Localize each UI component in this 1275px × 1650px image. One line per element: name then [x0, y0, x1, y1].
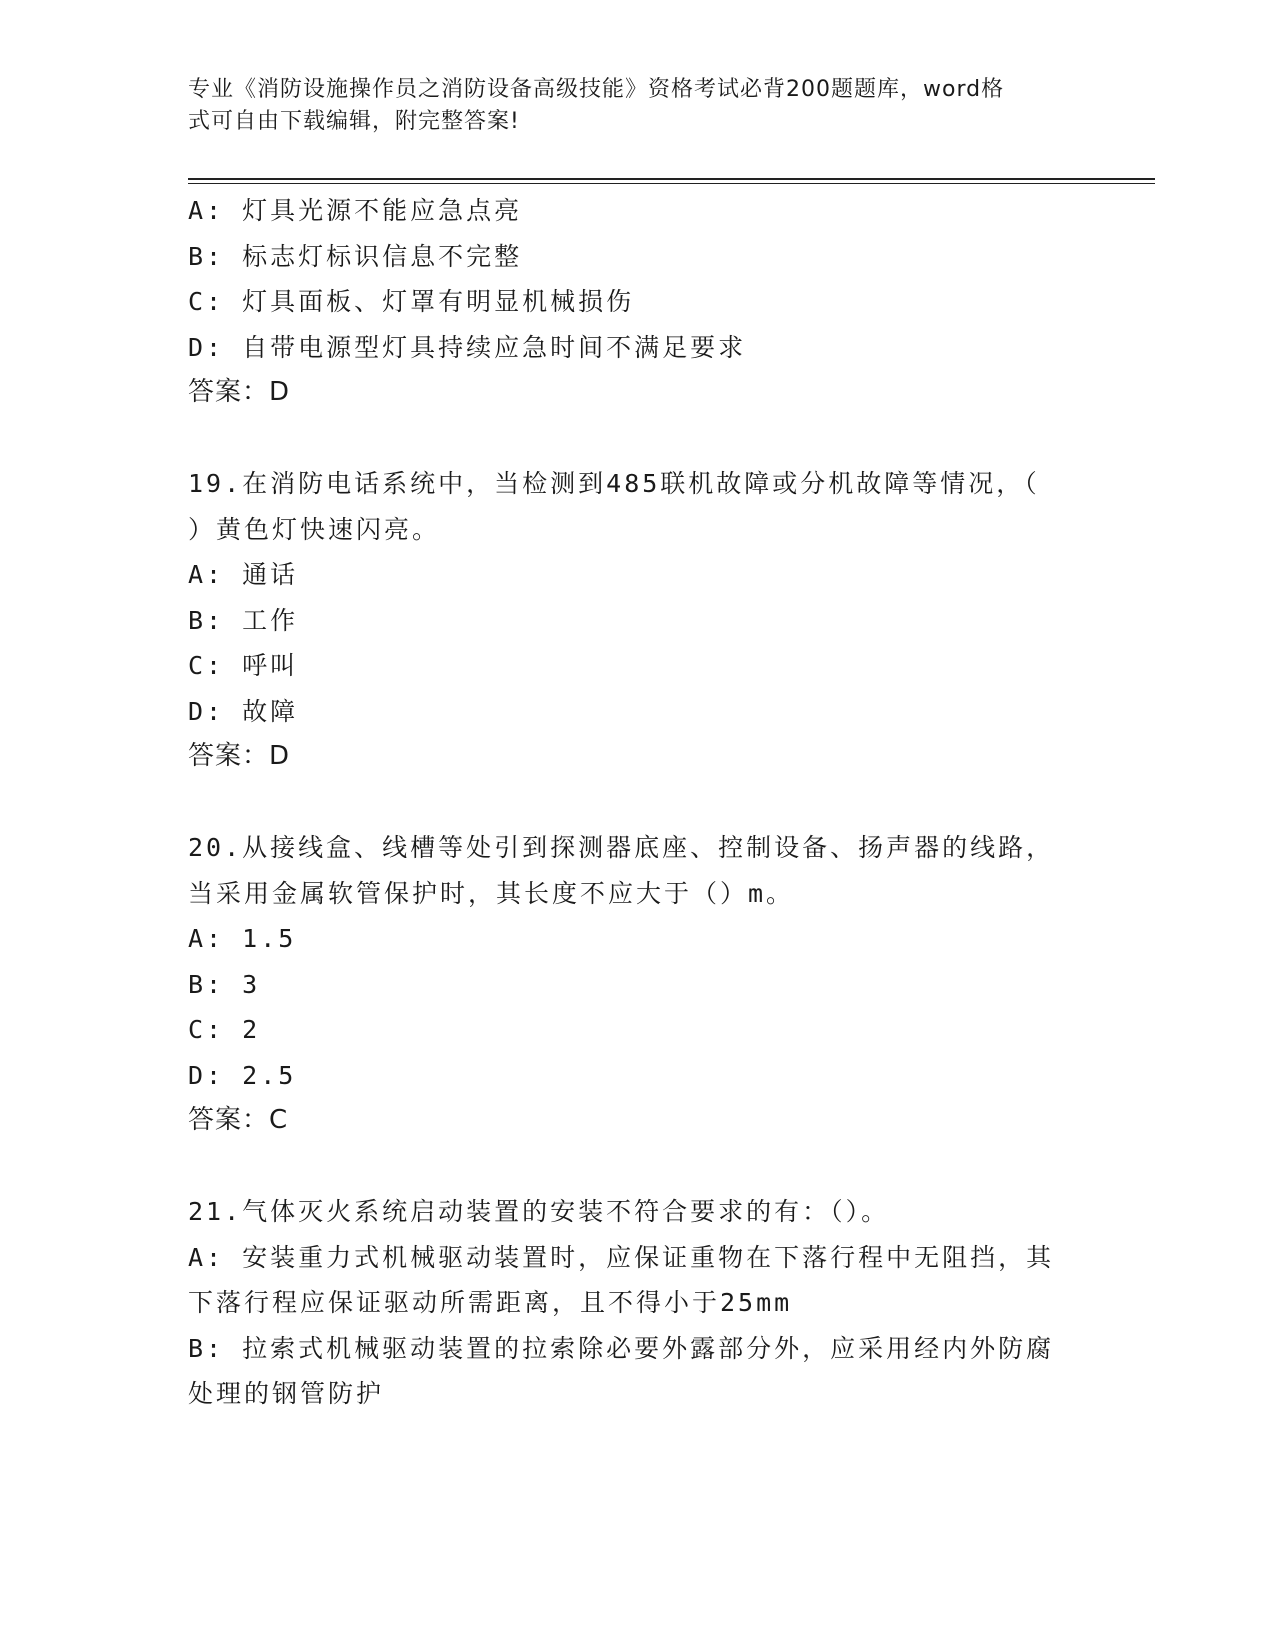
q19-stem-line-2: ）黄色灯快速闪亮。	[188, 514, 441, 544]
q18-option-c: C: 灯具面板、灯罩有明显机械损伤	[188, 287, 635, 316]
question-list	[188, 188, 1088, 1417]
q20-option-a: A: 1.5	[188, 924, 297, 953]
q19-stem-line-1: 19.在消防电话系统中，当检测到485联机故障或分机故障等情况，（	[188, 469, 1040, 498]
q19-option-c: C: 呼叫	[188, 651, 299, 680]
spacer	[188, 780, 1088, 826]
question-19	[188, 461, 1088, 780]
q19-option-a: A: 通话	[188, 560, 299, 589]
q20-option-b: B: 3	[188, 969, 261, 999]
q19-option-b: B: 工作	[188, 605, 299, 635]
header-title-line-2: 式可自由下载编辑，附完整答案!	[188, 109, 520, 134]
q20-option-c: C: 2	[188, 1015, 261, 1044]
q18-answer: 答案：D	[188, 377, 291, 407]
q21-stem: 21.气体灭火系统启动装置的安装不符合要求的有：（）。	[188, 1197, 890, 1226]
q18-option-b: B: 标志灯标识信息不完整	[188, 241, 523, 271]
header-rule-thick	[188, 178, 1155, 180]
q21-option-b-line-2: 处理的钢管防护	[188, 1379, 385, 1408]
question-20	[188, 825, 1088, 1144]
q20-stem-line-2: 当采用金属软管保护时，其长度不应大于（）m。	[188, 878, 795, 908]
q21-option-a-line-2: 下落行程应保证驱动所需距离，且不得小于25mm	[188, 1288, 793, 1317]
q21-option-b-line-1: B: 拉索式机械驱动装置的拉索除必要外露部分外，应采用经内外防腐	[188, 1333, 1055, 1363]
q21-option-a-line-1: A: 安装重力式机械驱动装置时，应保证重物在下落行程中无阻挡，其	[188, 1242, 1055, 1272]
header-title-line-1: 专业《消防设施操作员之消防设备高级技能》资格考试必背200题题库，word格	[188, 77, 1005, 102]
header-rule-thin	[188, 183, 1155, 184]
q20-answer: 答案：C	[188, 1105, 289, 1135]
question-21	[188, 1189, 1088, 1417]
q18-option-d: D: 自带电源型灯具持续应急时间不满足要求	[188, 332, 747, 362]
spacer	[188, 1144, 1088, 1190]
q20-option-d: D: 2.5	[188, 1060, 297, 1090]
question-18	[188, 188, 1088, 416]
q19-option-d: D: 故障	[188, 696, 299, 726]
q20-stem-line-1: 20.从接线盒、线槽等处引到探测器底座、控制设备、扬声器的线路，	[188, 833, 1055, 862]
q18-option-a: A: 灯具光源不能应急点亮	[188, 196, 523, 225]
q19-answer: 答案：D	[188, 741, 291, 771]
spacer	[188, 416, 1088, 462]
document-header	[188, 74, 1068, 138]
